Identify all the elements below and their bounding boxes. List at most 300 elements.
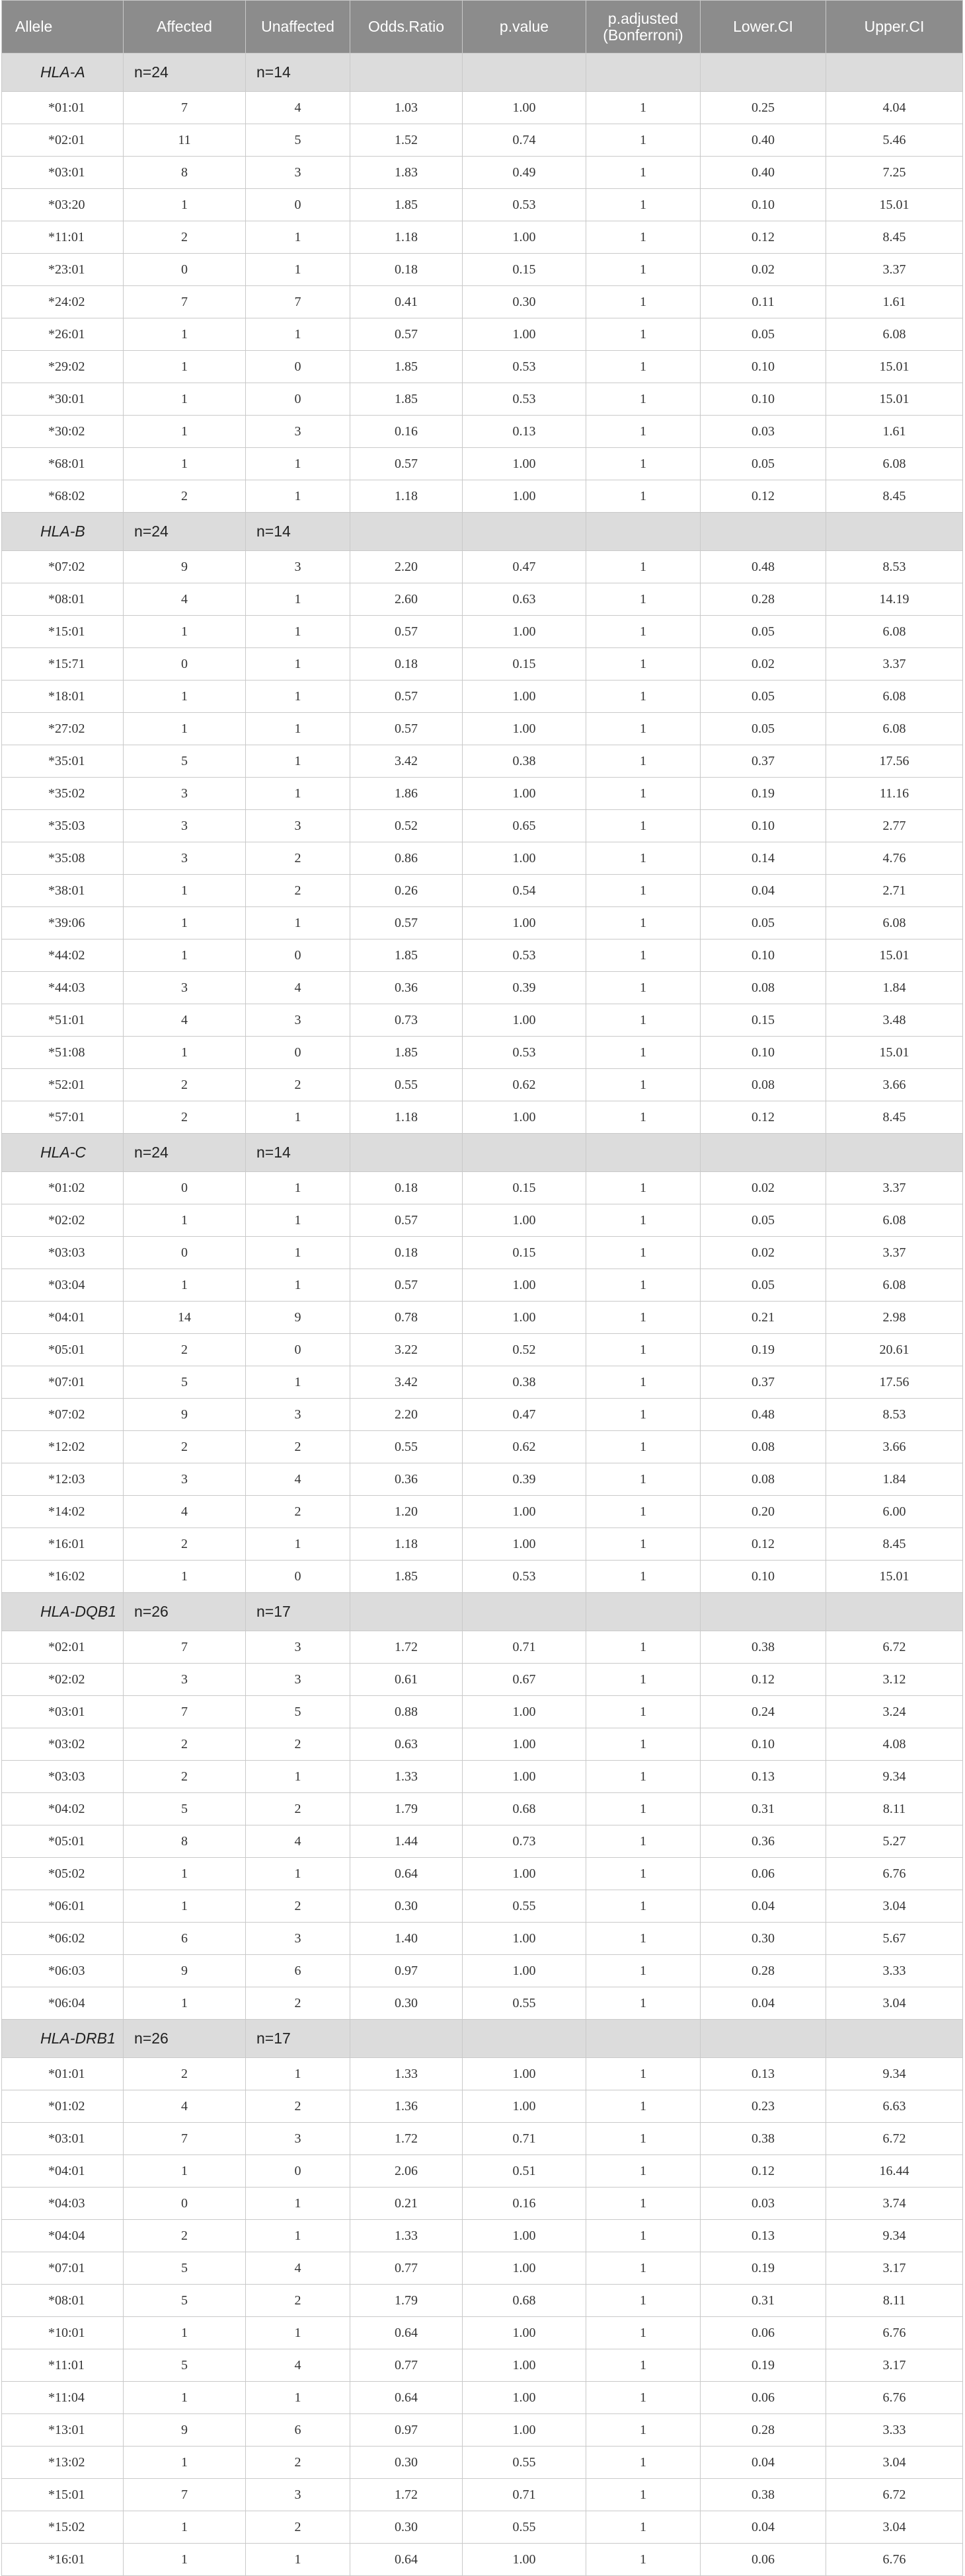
- table-row: [2, 286, 963, 318]
- p-value-cell: 0.68: [463, 1793, 586, 1825]
- odds-ratio-cell: 1.18: [350, 221, 463, 254]
- group-empty-cell: [350, 54, 463, 92]
- allele-cell: *30:01: [2, 383, 124, 416]
- p-adjusted-cell: 1: [586, 1528, 701, 1561]
- odds-ratio-cell: 3.42: [350, 1366, 463, 1399]
- affected-cell: 2: [124, 1761, 246, 1793]
- odds-ratio-cell: 0.18: [350, 1237, 463, 1269]
- group-affected-n: n=24: [124, 1134, 246, 1172]
- upper-ci-cell: 3.48: [826, 1004, 963, 1037]
- group-header-row: [2, 2020, 963, 2058]
- affected-cell: 7: [124, 2479, 246, 2511]
- col-header-odds-ratio: Odds.Ratio: [350, 1, 463, 54]
- p-adjusted-cell: 1: [586, 189, 701, 221]
- lower-ci-cell: 0.30: [701, 1923, 826, 1955]
- table-row: [2, 1069, 963, 1101]
- lower-ci-cell: 0.48: [701, 551, 826, 583]
- table-row: [2, 2349, 963, 2382]
- allele-cell: *03:01: [2, 1696, 124, 1728]
- group-empty-cell: [586, 1134, 701, 1172]
- group-empty-cell: [586, 54, 701, 92]
- odds-ratio-cell: 2.06: [350, 2155, 463, 2188]
- p-adjusted-cell: 1: [586, 616, 701, 648]
- lower-ci-cell: 0.06: [701, 2317, 826, 2349]
- table-row: [2, 2544, 963, 2576]
- odds-ratio-cell: 0.86: [350, 842, 463, 875]
- odds-ratio-cell: 0.26: [350, 875, 463, 907]
- affected-cell: 0: [124, 1172, 246, 1204]
- table-row: [2, 2123, 963, 2155]
- table-row: [2, 1037, 963, 1069]
- allele-cell: *03:01: [2, 157, 124, 189]
- allele-cell: *18:01: [2, 681, 124, 713]
- p-value-cell: 0.16: [463, 2188, 586, 2220]
- odds-ratio-cell: 1.33: [350, 2058, 463, 2090]
- upper-ci-cell: 2.77: [826, 810, 963, 842]
- p-adjusted-cell: 1: [586, 2123, 701, 2155]
- p-adjusted-cell: 1: [586, 713, 701, 745]
- p-adjusted-cell: 1: [586, 939, 701, 972]
- unaffected-cell: 1: [246, 2544, 350, 2576]
- allele-cell: *08:01: [2, 583, 124, 616]
- unaffected-cell: 0: [246, 939, 350, 972]
- unaffected-cell: 2: [246, 1793, 350, 1825]
- lower-ci-cell: 0.28: [701, 1955, 826, 1987]
- p-value-cell: 0.62: [463, 1069, 586, 1101]
- affected-cell: 3: [124, 842, 246, 875]
- group-header-row: [2, 54, 963, 92]
- odds-ratio-cell: 1.40: [350, 1923, 463, 1955]
- allele-cell: *06:02: [2, 1923, 124, 1955]
- allele-cell: *44:02: [2, 939, 124, 972]
- unaffected-cell: 4: [246, 2252, 350, 2285]
- p-value-cell: 0.55: [463, 1890, 586, 1923]
- allele-cell: *01:02: [2, 1172, 124, 1204]
- table-row: [2, 1858, 963, 1890]
- table-row: [2, 254, 963, 286]
- lower-ci-cell: 0.05: [701, 1204, 826, 1237]
- table-row: [2, 1923, 963, 1955]
- lower-ci-cell: 0.38: [701, 1631, 826, 1664]
- group-empty-cell: [701, 1134, 826, 1172]
- table-row: [2, 1890, 963, 1923]
- odds-ratio-cell: 0.41: [350, 286, 463, 318]
- lower-ci-cell: 0.08: [701, 1069, 826, 1101]
- p-adjusted-cell: 1: [586, 2544, 701, 2576]
- table-row: [2, 1528, 963, 1561]
- upper-ci-cell: 8.11: [826, 2285, 963, 2317]
- p-value-cell: 1.00: [463, 1923, 586, 1955]
- table-row: [2, 189, 963, 221]
- upper-ci-cell: 4.08: [826, 1728, 963, 1761]
- allele-cell: *08:01: [2, 2285, 124, 2317]
- unaffected-cell: 7: [246, 286, 350, 318]
- table-row: [2, 416, 963, 448]
- group-name: HLA-A: [2, 54, 124, 92]
- upper-ci-cell: 3.37: [826, 1172, 963, 1204]
- p-adjusted-cell: 1: [586, 1923, 701, 1955]
- affected-cell: 1: [124, 2317, 246, 2349]
- upper-ci-cell: 9.34: [826, 1761, 963, 1793]
- group-empty-cell: [463, 513, 586, 551]
- upper-ci-cell: 3.66: [826, 1069, 963, 1101]
- p-value-cell: 1.00: [463, 2252, 586, 2285]
- allele-cell: *04:04: [2, 2220, 124, 2252]
- odds-ratio-cell: 0.57: [350, 448, 463, 480]
- lower-ci-cell: 0.13: [701, 1761, 826, 1793]
- p-value-cell: 1.00: [463, 92, 586, 124]
- upper-ci-cell: 6.72: [826, 1631, 963, 1664]
- table-row: [2, 2155, 963, 2188]
- unaffected-cell: 4: [246, 92, 350, 124]
- table-row: [2, 972, 963, 1004]
- p-adjusted-cell: 1: [586, 2155, 701, 2188]
- odds-ratio-cell: 1.72: [350, 1631, 463, 1664]
- affected-cell: 1: [124, 1204, 246, 1237]
- table-row: [2, 1237, 963, 1269]
- affected-cell: 8: [124, 157, 246, 189]
- p-value-cell: 0.62: [463, 1431, 586, 1463]
- table-row: [2, 1761, 963, 1793]
- allele-cell: *06:04: [2, 1987, 124, 2020]
- unaffected-cell: 3: [246, 1664, 350, 1696]
- group-empty-cell: [463, 2020, 586, 2058]
- lower-ci-cell: 0.12: [701, 480, 826, 513]
- lower-ci-cell: 0.10: [701, 810, 826, 842]
- upper-ci-cell: 3.04: [826, 2511, 963, 2544]
- table-row: [2, 1955, 963, 1987]
- p-adjusted-cell: 1: [586, 448, 701, 480]
- unaffected-cell: 3: [246, 1004, 350, 1037]
- p-adjusted-cell: 1: [586, 1269, 701, 1302]
- odds-ratio-cell: 1.52: [350, 124, 463, 157]
- odds-ratio-cell: 0.57: [350, 1269, 463, 1302]
- p-adjusted-cell: 1: [586, 2090, 701, 2123]
- upper-ci-cell: 5.46: [826, 124, 963, 157]
- upper-ci-cell: 5.27: [826, 1825, 963, 1858]
- lower-ci-cell: 0.19: [701, 778, 826, 810]
- allele-cell: *06:03: [2, 1955, 124, 1987]
- odds-ratio-cell: 1.86: [350, 778, 463, 810]
- unaffected-cell: 1: [246, 1172, 350, 1204]
- unaffected-cell: 9: [246, 1302, 350, 1334]
- table-row: [2, 778, 963, 810]
- lower-ci-cell: 0.05: [701, 713, 826, 745]
- allele-cell: *02:01: [2, 1631, 124, 1664]
- p-adjusted-cell: 1: [586, 2414, 701, 2447]
- p-value-cell: 1.00: [463, 2317, 586, 2349]
- p-value-cell: 0.53: [463, 939, 586, 972]
- upper-ci-cell: 3.37: [826, 648, 963, 681]
- table-row: [2, 1496, 963, 1528]
- odds-ratio-cell: 1.18: [350, 1528, 463, 1561]
- p-value-cell: 1.00: [463, 1761, 586, 1793]
- affected-cell: 1: [124, 875, 246, 907]
- odds-ratio-cell: 0.30: [350, 2447, 463, 2479]
- table-row: [2, 383, 963, 416]
- affected-cell: 7: [124, 2123, 246, 2155]
- lower-ci-cell: 0.12: [701, 1664, 826, 1696]
- odds-ratio-cell: 1.85: [350, 1037, 463, 1069]
- group-empty-cell: [463, 54, 586, 92]
- group-unaffected-n: n=14: [246, 54, 350, 92]
- unaffected-cell: 1: [246, 1237, 350, 1269]
- p-adjusted-cell: 1: [586, 1728, 701, 1761]
- hla-allele-table: [1, 0, 963, 2576]
- allele-cell: *02:01: [2, 124, 124, 157]
- p-value-cell: 0.15: [463, 254, 586, 286]
- lower-ci-cell: 0.04: [701, 2511, 826, 2544]
- p-value-cell: 0.38: [463, 745, 586, 778]
- unaffected-cell: 2: [246, 2090, 350, 2123]
- lower-ci-cell: 0.10: [701, 1037, 826, 1069]
- allele-cell: *07:02: [2, 551, 124, 583]
- allele-cell: *04:01: [2, 2155, 124, 2188]
- p-value-cell: 1.00: [463, 2058, 586, 2090]
- allele-cell: *12:03: [2, 1463, 124, 1496]
- odds-ratio-cell: 1.03: [350, 92, 463, 124]
- table-row: [2, 583, 963, 616]
- group-empty-cell: [826, 1593, 963, 1631]
- allele-cell: *11:01: [2, 2349, 124, 2382]
- p-value-cell: 0.15: [463, 1237, 586, 1269]
- p-adjusted-cell: 1: [586, 1204, 701, 1237]
- lower-ci-cell: 0.28: [701, 2414, 826, 2447]
- lower-ci-cell: 0.20: [701, 1496, 826, 1528]
- lower-ci-cell: 0.10: [701, 1561, 826, 1593]
- table-row: [2, 318, 963, 351]
- affected-cell: 1: [124, 448, 246, 480]
- p-value-cell: 0.47: [463, 551, 586, 583]
- odds-ratio-cell: 0.16: [350, 416, 463, 448]
- affected-cell: 1: [124, 681, 246, 713]
- p-adjusted-cell: 1: [586, 1496, 701, 1528]
- affected-cell: 1: [124, 2544, 246, 2576]
- p-value-cell: 0.53: [463, 189, 586, 221]
- unaffected-cell: 2: [246, 1496, 350, 1528]
- p-adjusted-cell: 1: [586, 2220, 701, 2252]
- p-adjusted-cell: 1: [586, 1069, 701, 1101]
- table-row: [2, 842, 963, 875]
- lower-ci-cell: 0.19: [701, 1334, 826, 1366]
- group-empty-cell: [826, 1134, 963, 1172]
- unaffected-cell: 0: [246, 351, 350, 383]
- table-row: [2, 2220, 963, 2252]
- allele-cell: *01:01: [2, 92, 124, 124]
- odds-ratio-cell: 0.77: [350, 2252, 463, 2285]
- table-row: [2, 1269, 963, 1302]
- unaffected-cell: 0: [246, 383, 350, 416]
- table-row: [2, 1204, 963, 1237]
- unaffected-cell: 1: [246, 1269, 350, 1302]
- upper-ci-cell: 3.04: [826, 2447, 963, 2479]
- upper-ci-cell: 3.04: [826, 1987, 963, 2020]
- table-row: [2, 907, 963, 939]
- upper-ci-cell: 3.17: [826, 2252, 963, 2285]
- unaffected-cell: 1: [246, 448, 350, 480]
- odds-ratio-cell: 0.77: [350, 2349, 463, 2382]
- lower-ci-cell: 0.28: [701, 583, 826, 616]
- unaffected-cell: 0: [246, 2155, 350, 2188]
- p-adjusted-cell: 1: [586, 383, 701, 416]
- odds-ratio-cell: 0.52: [350, 810, 463, 842]
- upper-ci-cell: 17.56: [826, 745, 963, 778]
- allele-cell: *51:01: [2, 1004, 124, 1037]
- table-row: [2, 2090, 963, 2123]
- upper-ci-cell: 6.72: [826, 2123, 963, 2155]
- unaffected-cell: 1: [246, 713, 350, 745]
- upper-ci-cell: 14.19: [826, 583, 963, 616]
- unaffected-cell: 1: [246, 1761, 350, 1793]
- affected-cell: 2: [124, 1728, 246, 1761]
- allele-cell: *11:04: [2, 2382, 124, 2414]
- p-value-cell: 1.00: [463, 480, 586, 513]
- col-header-allele: Allele: [2, 1, 124, 54]
- unaffected-cell: 3: [246, 1923, 350, 1955]
- p-adjusted-cell: 1: [586, 1431, 701, 1463]
- table-row: [2, 2285, 963, 2317]
- unaffected-cell: 1: [246, 745, 350, 778]
- affected-cell: 0: [124, 1237, 246, 1269]
- affected-cell: 7: [124, 286, 246, 318]
- p-adjusted-cell: 1: [586, 1172, 701, 1204]
- unaffected-cell: 3: [246, 1631, 350, 1664]
- table-row: [2, 1302, 963, 1334]
- p-value-cell: 1.00: [463, 1204, 586, 1237]
- lower-ci-cell: 0.11: [701, 286, 826, 318]
- p-value-cell: 1.00: [463, 778, 586, 810]
- odds-ratio-cell: 0.88: [350, 1696, 463, 1728]
- affected-cell: 9: [124, 1955, 246, 1987]
- affected-cell: 1: [124, 2447, 246, 2479]
- affected-cell: 5: [124, 2349, 246, 2382]
- lower-ci-cell: 0.24: [701, 1696, 826, 1728]
- unaffected-cell: 1: [246, 318, 350, 351]
- table-row: [2, 1431, 963, 1463]
- upper-ci-cell: 4.76: [826, 842, 963, 875]
- lower-ci-cell: 0.31: [701, 1793, 826, 1825]
- p-value-cell: 0.63: [463, 583, 586, 616]
- group-name: HLA-DRB1: [2, 2020, 124, 2058]
- allele-cell: *16:02: [2, 1561, 124, 1593]
- affected-cell: 1: [124, 318, 246, 351]
- p-value-cell: 0.39: [463, 1463, 586, 1496]
- table-row: [2, 221, 963, 254]
- affected-cell: 1: [124, 189, 246, 221]
- upper-ci-cell: 6.76: [826, 2317, 963, 2349]
- odds-ratio-cell: 1.85: [350, 1561, 463, 1593]
- allele-cell: *24:02: [2, 286, 124, 318]
- unaffected-cell: 2: [246, 2511, 350, 2544]
- lower-ci-cell: 0.05: [701, 1269, 826, 1302]
- unaffected-cell: 2: [246, 875, 350, 907]
- unaffected-cell: 2: [246, 1728, 350, 1761]
- affected-cell: 1: [124, 351, 246, 383]
- affected-cell: 3: [124, 1664, 246, 1696]
- affected-cell: 2: [124, 2220, 246, 2252]
- table-row: [2, 1987, 963, 2020]
- affected-cell: 1: [124, 1561, 246, 1593]
- p-value-cell: 0.54: [463, 875, 586, 907]
- affected-cell: 3: [124, 810, 246, 842]
- col-header-p-value: p.value: [463, 1, 586, 54]
- unaffected-cell: 1: [246, 254, 350, 286]
- allele-cell: *13:01: [2, 2414, 124, 2447]
- p-adjusted-cell: 1: [586, 1631, 701, 1664]
- unaffected-cell: 1: [246, 778, 350, 810]
- upper-ci-cell: 6.63: [826, 2090, 963, 2123]
- allele-cell: *04:01: [2, 1302, 124, 1334]
- odds-ratio-cell: 0.55: [350, 1069, 463, 1101]
- group-empty-cell: [463, 1593, 586, 1631]
- affected-cell: 1: [124, 1858, 246, 1890]
- upper-ci-cell: 6.08: [826, 681, 963, 713]
- lower-ci-cell: 0.02: [701, 648, 826, 681]
- odds-ratio-cell: 2.20: [350, 1399, 463, 1431]
- table-row: [2, 1696, 963, 1728]
- p-value-cell: 1.00: [463, 2349, 586, 2382]
- allele-cell: *30:02: [2, 416, 124, 448]
- p-adjusted-cell: 1: [586, 221, 701, 254]
- p-value-cell: 1.00: [463, 318, 586, 351]
- affected-cell: 3: [124, 778, 246, 810]
- p-value-cell: 1.00: [463, 681, 586, 713]
- p-value-cell: 0.71: [463, 2479, 586, 2511]
- table-row: [2, 810, 963, 842]
- group-empty-cell: [701, 2020, 826, 2058]
- unaffected-cell: 3: [246, 416, 350, 448]
- lower-ci-cell: 0.40: [701, 124, 826, 157]
- allele-cell: *04:03: [2, 2188, 124, 2220]
- p-value-cell: 1.00: [463, 1858, 586, 1890]
- p-value-cell: 0.39: [463, 972, 586, 1004]
- odds-ratio-cell: 3.42: [350, 745, 463, 778]
- upper-ci-cell: 6.00: [826, 1496, 963, 1528]
- p-adjusted-cell: 1: [586, 972, 701, 1004]
- p-adjusted-cell: 1: [586, 2058, 701, 2090]
- allele-cell: *39:06: [2, 907, 124, 939]
- odds-ratio-cell: 0.97: [350, 1955, 463, 1987]
- odds-ratio-cell: 0.36: [350, 1463, 463, 1496]
- affected-cell: 5: [124, 2285, 246, 2317]
- p-adjusted-cell: 1: [586, 1101, 701, 1134]
- allele-cell: *23:01: [2, 254, 124, 286]
- upper-ci-cell: 8.45: [826, 1528, 963, 1561]
- unaffected-cell: 4: [246, 2349, 350, 2382]
- allele-cell: *03:01: [2, 2123, 124, 2155]
- odds-ratio-cell: 1.18: [350, 1101, 463, 1134]
- unaffected-cell: 3: [246, 810, 350, 842]
- odds-ratio-cell: 1.36: [350, 2090, 463, 2123]
- lower-ci-cell: 0.04: [701, 875, 826, 907]
- col-header-upper-ci: Upper.CI: [826, 1, 963, 54]
- p-value-cell: 0.49: [463, 157, 586, 189]
- lower-ci-cell: 0.08: [701, 972, 826, 1004]
- affected-cell: 1: [124, 939, 246, 972]
- table-row: [2, 2188, 963, 2220]
- lower-ci-cell: 0.21: [701, 1302, 826, 1334]
- allele-cell: *29:02: [2, 351, 124, 383]
- allele-cell: *68:01: [2, 448, 124, 480]
- upper-ci-cell: 6.08: [826, 713, 963, 745]
- p-adjusted-cell: 1: [586, 842, 701, 875]
- affected-cell: 3: [124, 972, 246, 1004]
- upper-ci-cell: 3.24: [826, 1696, 963, 1728]
- affected-cell: 1: [124, 1269, 246, 1302]
- group-empty-cell: [586, 1593, 701, 1631]
- lower-ci-cell: 0.23: [701, 2090, 826, 2123]
- col-header-p-adjusted: p.adjusted (Bonferroni): [586, 1, 701, 54]
